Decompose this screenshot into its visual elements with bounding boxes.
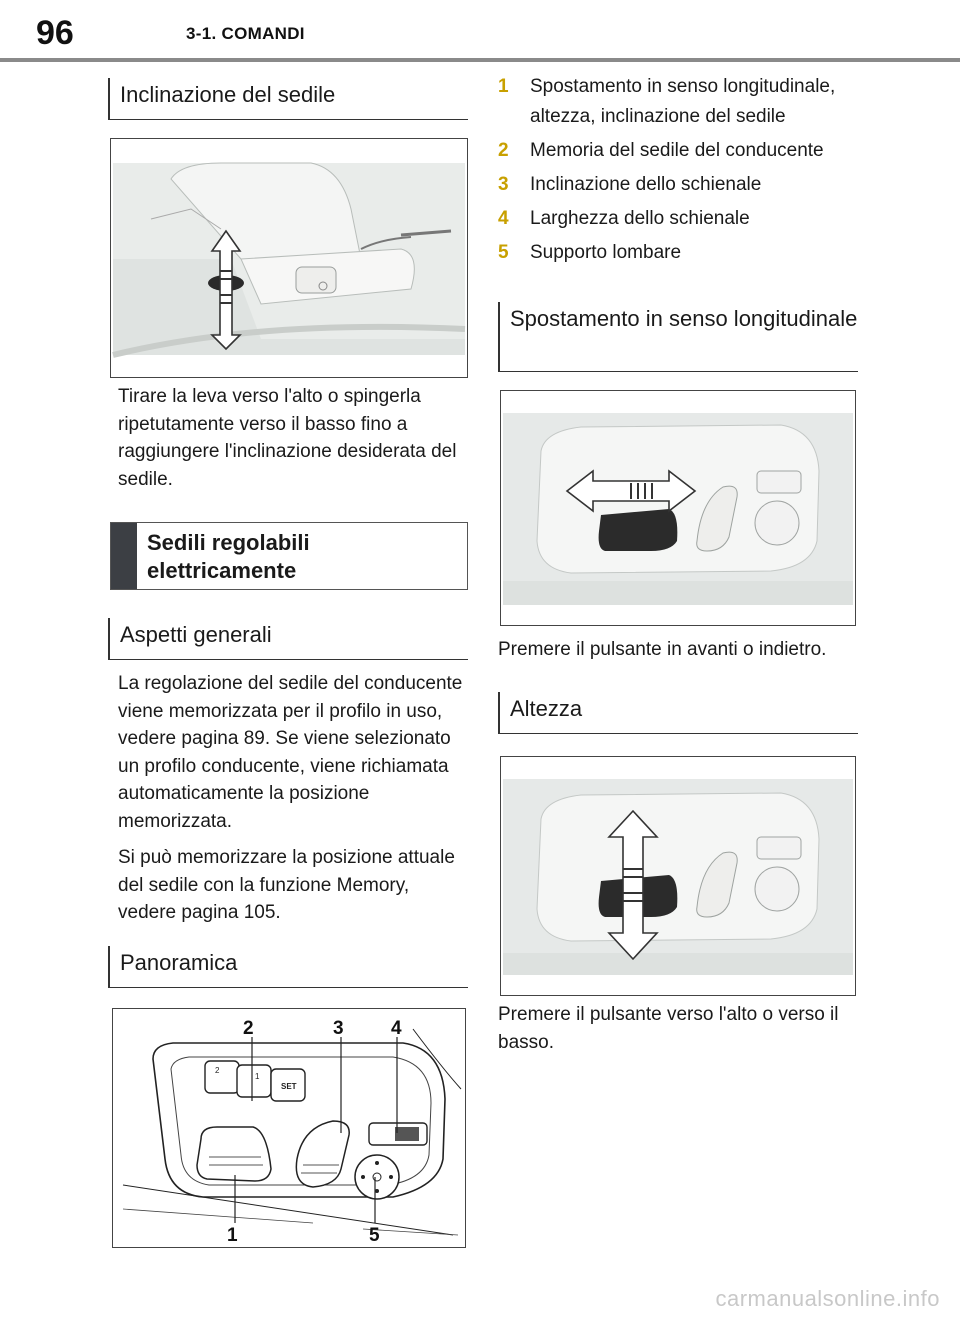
height-figure [500,756,856,996]
legend-number: 5 [498,242,509,263]
height-illustration [501,757,855,995]
seat-tilt-text: Tirare la leva verso l'alto o spingerla ripetutamente verso il basso fino a raggiungere l'inclinazione desiderata del sedile. [118,386,457,490]
callout-1: 1 [227,1225,238,1246]
heading-height: Altezza [498,692,858,734]
overview-button-1-label: 1 [255,1072,260,1081]
general-paragraph-2: Si può memorizzare la posizione attuale del sedile con la funzione Memory, vedere pagina 105. [118,847,455,923]
overview-button-set-label: SET [281,1082,297,1091]
callout-2: 2 [243,1018,254,1039]
boxed-heading [110,522,468,590]
legend-number: 2 [498,140,509,161]
overview-figure [112,1008,466,1248]
legend-text: Inclinazione dello schienale [530,174,762,195]
general-text [118,670,468,936]
seat-tilt-illustration [111,139,467,377]
longitudinal-text: Premere il pulsante in avanti o indietro. [498,639,827,660]
page-number: 96 [36,14,74,52]
watermark: carmanualsonline.info [715,1286,940,1311]
legend-item [498,72,878,132]
callout-3: 3 [333,1018,344,1039]
heading-overview: Panoramica [108,946,468,988]
legend-text: Larghezza dello schienale [530,208,750,229]
legend-list [498,72,878,272]
height-text: Premere il pulsante verso l'alto o verso il basso. [498,1004,839,1053]
legend-number: 1 [498,76,509,97]
seat-tilt-figure [110,138,468,378]
heading-seat-tilt: Inclinazione del sedile [108,78,468,120]
callout-5: 5 [369,1225,380,1246]
heading-general: Aspetti generali [108,618,468,660]
legend-item [498,238,878,268]
boxed-heading-text: Sedili regolabili elettricamente [147,530,310,583]
legend-item [498,136,878,166]
legend-item [498,170,878,200]
section-title: 3-1. COMANDI [186,24,305,43]
legend-item [498,204,878,234]
callout-4: 4 [391,1018,402,1039]
overview-illustration [113,1009,465,1247]
header-rule [0,58,960,62]
longitudinal-illustration [501,391,855,625]
legend-text: Supporto lombare [530,242,682,263]
boxed-heading-bar [111,523,137,589]
general-paragraph-1: La regolazione del sedile del conducente viene memorizzata per il profilo in uso, vedere pagina 89. Se viene selezionato un profilo conducente, viene richiamata automaticamente la posizione memorizzata. [118,673,463,832]
longitudinal-figure [500,390,856,626]
legend-number: 3 [498,174,509,195]
legend-text: Spostamento in senso longitudinale, altezza, inclinazione del sedile [530,76,836,127]
heading-longitudinal: Spostamento in senso longitudinale [498,302,858,372]
overview-button-2-label: 2 [215,1066,220,1075]
legend-text: Memoria del sedile del conducente [530,140,824,161]
legend-number: 4 [498,208,509,229]
